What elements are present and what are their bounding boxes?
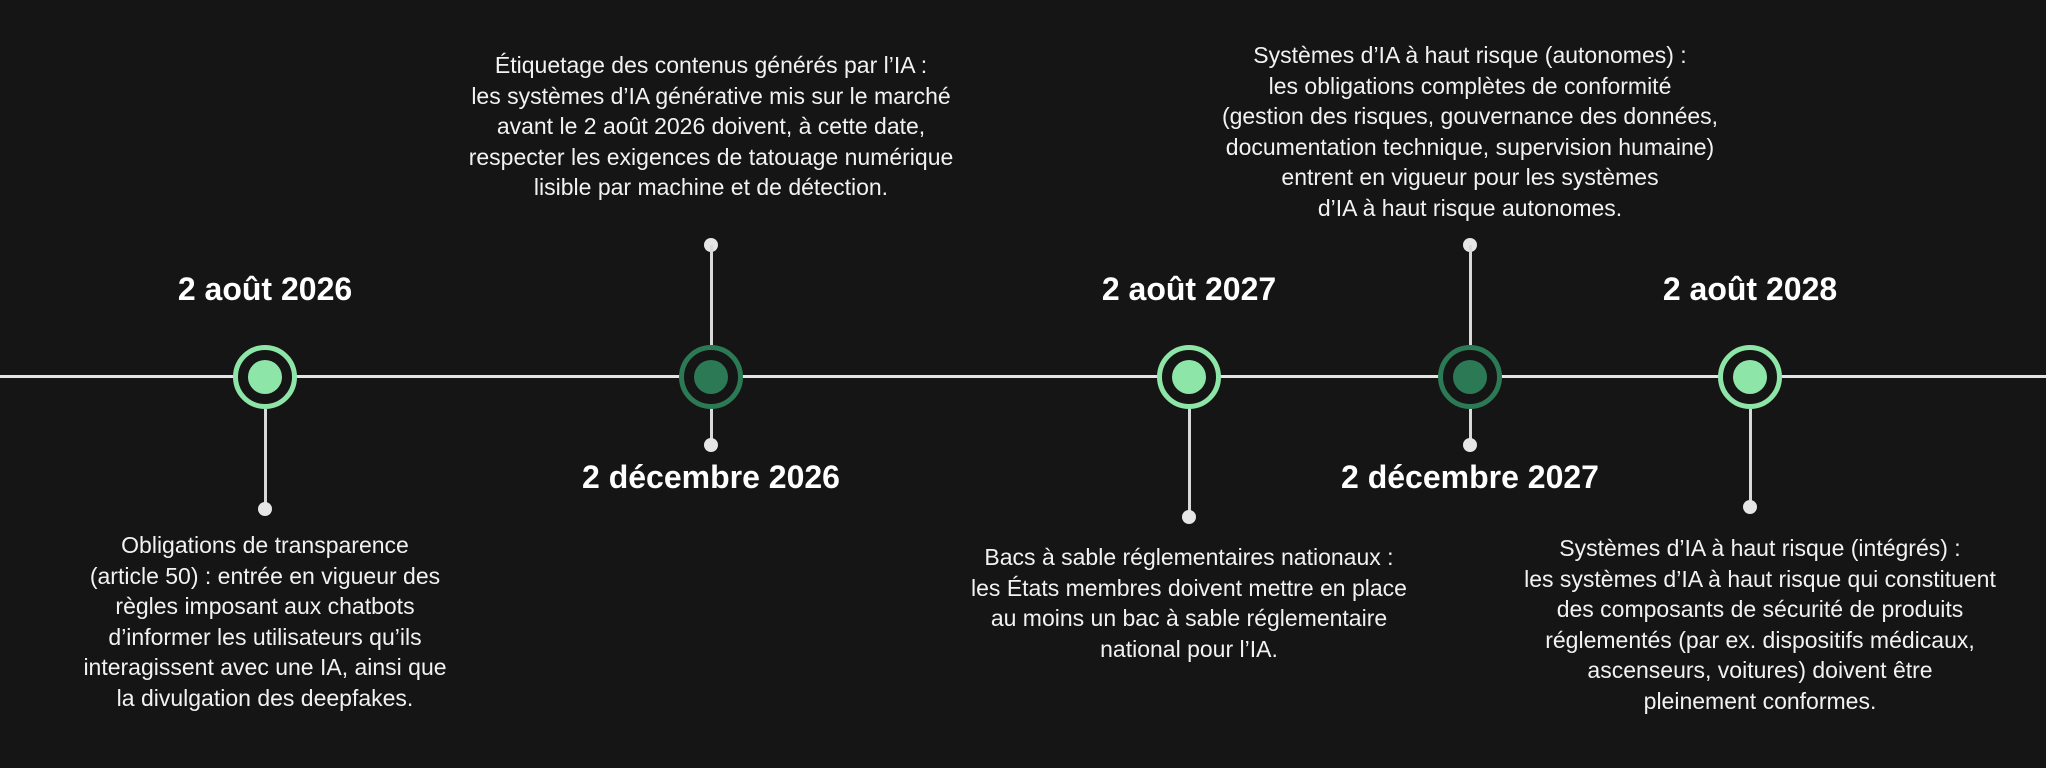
connector-line bbox=[1469, 245, 1472, 345]
connector-dot bbox=[258, 502, 272, 516]
milestone-node bbox=[1438, 345, 1502, 409]
milestone-date: 2 août 2027 bbox=[1101, 271, 1277, 307]
connector-dot bbox=[1182, 510, 1196, 524]
milestone-date: 2 août 2028 bbox=[1662, 271, 1838, 307]
milestone-date: 2 août 2026 bbox=[177, 271, 353, 307]
milestone-date: 2 décembre 2027 bbox=[1341, 459, 1599, 495]
milestone-description: Bacs à sable réglementaires nationaux : les États membres doivent mettre en place au moins un bac à sable réglementaire national pour l’IA. bbox=[971, 544, 1407, 662]
connector-dot bbox=[1743, 500, 1757, 514]
milestone-description: Étiquetage des contenus générés par l’IA : les systèmes d’IA générative mis sur le marché avant le 2 août 2026 doivent, à cette date, respecter les exigences de tatouage numérique lisible par machine et de détection. bbox=[468, 52, 954, 200]
milestone-description: Obligations de transparence (article 50) : entrée en vigueur des règles imposant aux chatbots d’informer les utilisateurs qu’ils interagissent avec une IA, ainsi que la divulgation des deepfakes. bbox=[83, 532, 447, 711]
milestone-node bbox=[1157, 345, 1221, 409]
connector-line bbox=[264, 409, 267, 509]
milestone-description: Systèmes d’IA à haut risque (autonomes) : les obligations complètes de conformité (gestion des risques, gouvernance des données, documentation technique, supervision humaine) entrent en vigueur pour les systèmes d’IA à haut risque autonomes. bbox=[1221, 42, 1719, 221]
connector-line bbox=[1188, 409, 1191, 517]
milestone-node bbox=[233, 345, 297, 409]
connector-line bbox=[710, 245, 713, 345]
milestone-date: 2 décembre 2026 bbox=[582, 459, 840, 495]
milestone-node bbox=[1718, 345, 1782, 409]
connector-line bbox=[1749, 409, 1752, 507]
connector-dot bbox=[704, 438, 718, 452]
connector-dot bbox=[1463, 438, 1477, 452]
milestone-description: Systèmes d’IA à haut risque (intégrés) : les systèmes d’IA à haut risque qui constituent des composants de sécurité de produits réglementés (par ex. dispositifs médicaux, ascenseurs, voitures) doivent être pleinement conformes. bbox=[1524, 535, 1996, 714]
milestone-node bbox=[679, 345, 743, 409]
